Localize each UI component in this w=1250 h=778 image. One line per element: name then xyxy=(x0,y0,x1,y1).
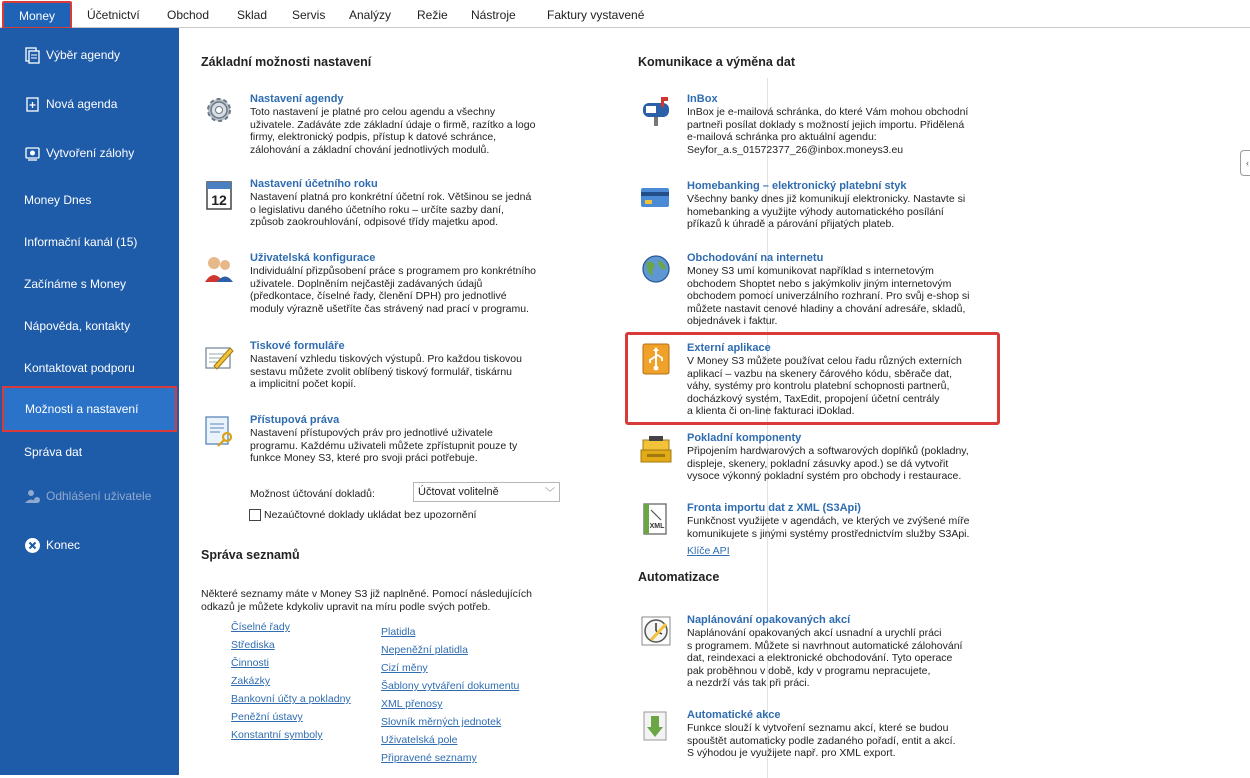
entry-title[interactable]: Fronta importu dat z XML (S3Api) xyxy=(687,502,861,514)
lists-desc: Některé seznamy máte v Money S3 již naplněné. Pomocí následujících odkazů je můžete kdykoliv upravit na míru podle svých potřeb. xyxy=(201,588,532,613)
entry-title[interactable]: Externí aplikace xyxy=(687,342,771,354)
side-panel-tab[interactable]: ‹ xyxy=(1240,150,1250,176)
sidebar-item-nova-agenda[interactable] xyxy=(0,89,179,119)
globe-icon xyxy=(639,252,673,286)
sidebar-item-moznosti-a-nastaveni[interactable]: Možnosti a nastavení xyxy=(2,386,177,432)
unposted-docs-checkbox[interactable] xyxy=(249,509,261,521)
link-penezni-ustavy[interactable]: Peněžní ústavy xyxy=(231,711,303,723)
sidebar-item-zaciname-s-money[interactable]: Začínáme s Money xyxy=(24,277,127,291)
entry-desc: Připojením hardwarových a softwarových doplňků (pokladny, displeje, skenery, pokladní zásuvky apod.) se dá vytvořit vysoce výkonný pokladní systém pro obchody i restaurace. xyxy=(687,445,969,482)
sidebar-item-label: Výběr agendy xyxy=(46,48,121,62)
cash-register-icon xyxy=(639,432,673,466)
link-bankovni-ucty[interactable]: Bankovní účty a pokladny xyxy=(231,693,351,705)
main-content xyxy=(179,28,1250,775)
entry-title[interactable]: Automatické akce xyxy=(687,709,781,721)
link-sablony[interactable]: Šablony vytváření dokumentu xyxy=(381,680,520,692)
menu-ucetnictvi[interactable]: Účetnictví xyxy=(87,8,140,22)
agenda-select-icon xyxy=(24,47,41,64)
calendar-icon xyxy=(202,178,236,212)
menu-bar xyxy=(0,0,1250,28)
accounting-select[interactable] xyxy=(413,482,560,502)
sidebar-item-napoveda-kontakty[interactable]: Nápověda, kontakty xyxy=(24,319,131,333)
entry-title[interactable]: Homebanking – elektronický platební styk xyxy=(687,180,907,192)
entry-desc: Toto nastavení je platné pro celou agendu a všechny uživatele. Zadáváte zde základní údaje o firmě, razítko a logo firmy, elektronický podpis, přístup k datové schránce, zálohování a základní chování jednotlivých modulů. xyxy=(250,106,536,156)
entry-title[interactable]: InBox xyxy=(687,93,718,105)
entry-title[interactable]: Pokladní komponenty xyxy=(687,432,802,444)
link-uzivatelska-pole[interactable]: Uživatelská pole xyxy=(381,734,458,746)
sidebar-item-vytvoreni-zalohy[interactable] xyxy=(0,138,179,168)
checkbox-label: Nezaúčtovné doklady ukládat bez upozornění xyxy=(264,509,477,521)
section-title-automatizace: Automatizace xyxy=(638,570,720,584)
key-document-icon xyxy=(202,414,236,448)
backup-icon xyxy=(24,145,41,162)
menu-rezie[interactable]: Režie xyxy=(417,8,448,22)
entry-desc: Naplánování opakovaných akcí usnadní a urychlí práci s programem. Můžete si navrhnout automatické zálohování dat, reindexaci a elektronické obchodování. Tyto operace pak proběhnou v době, kdy v programu nepracujete, a nezdrží vás tak při práci. xyxy=(687,627,963,689)
sidebar-item-label: Konec xyxy=(46,538,81,552)
sidebar-item-kontaktovat-podporu[interactable]: Kontaktovat podporu xyxy=(24,361,135,375)
download-arrow-icon xyxy=(639,709,673,743)
lists-links-col1 xyxy=(231,618,351,744)
highlight-externi-aplikace xyxy=(625,332,1000,425)
entry-desc: V Money S3 můžete používat celou řadu různých externích aplikací – vazbu na skenery čárového kódu, sběrače dat, váhy, systémy pro kontrolu platební schopnosti partnerů, docházkový systém, TaxEdit, propojení účetní centrály a klienta či on-line fakturaci iDoklad. xyxy=(687,355,962,417)
xml-document-icon xyxy=(639,502,673,536)
section-title-komunikace: Komunikace a výměna dat xyxy=(638,55,796,69)
new-agenda-icon xyxy=(24,96,41,113)
sidebar-item-money-dnes[interactable]: Money Dnes xyxy=(24,193,92,207)
sidebar-item-konec[interactable] xyxy=(0,530,179,560)
entry-title[interactable]: Nastavení agendy xyxy=(250,93,344,105)
menu-sklad[interactable]: Sklad xyxy=(237,8,268,22)
menu-money[interactable]: Money xyxy=(2,1,72,29)
section-title-zakladni: Základní možnosti nastavení xyxy=(201,55,372,69)
accounting-label: Možnost účtování dokladů: xyxy=(250,488,375,500)
svg-text:12: 12 xyxy=(211,192,227,208)
sidebar-item-label: Vytvoření zálohy xyxy=(46,146,135,160)
entry-title[interactable]: Uživatelská konfigurace xyxy=(250,252,376,264)
entry-title[interactable]: Obchodování na internetu xyxy=(687,252,824,264)
close-icon xyxy=(24,537,41,554)
entry-desc: Individuální přizpůsobení práce s programem pro konkrétního uživatele. Doplněním nejčastěji zadávaných údajů (předkontace, číselné řady, členění DPH) pro jednotlivé moduly výrazně ušetříte čas strávený nad prací v programu. xyxy=(250,265,536,315)
menu-servis[interactable]: Servis xyxy=(292,8,326,22)
menu-faktury-vystavene[interactable]: Faktury vystavené xyxy=(547,8,645,22)
gear-icon xyxy=(202,93,236,127)
section-title-sprava-seznamu: Správa seznamů xyxy=(201,548,300,562)
link-strediska[interactable]: Střediska xyxy=(231,639,275,651)
entry-title[interactable]: Nastavení účetního roku xyxy=(250,178,378,190)
menu-nastroje[interactable]: Nástroje xyxy=(471,8,516,22)
users-icon xyxy=(202,252,236,286)
sidebar xyxy=(0,28,179,775)
entry-desc: InBox je e-mailová schránka, do které Vám mohou obchodní partneři posílat doklady s možností jejich importu. Přidělená e-mailová schránka pro aktuální agendu: Seyfor_a.s_01572377_26@inbox.moneys3.eu xyxy=(687,106,969,156)
accounting-select-value: Účtovat volitelně xyxy=(418,486,499,498)
entry-desc: Money S3 umí komunikovat například s internetovým obchodem Shoptet nebo s jakýmkoliv jiným internetovým obchodem pomocí univerzálního rozhraní. Pro svůj e-shop si můžete nastavit cenové hladiny a chování adresáře, skladů, objednávek i faktur. xyxy=(687,265,970,327)
entry-title[interactable]: Naplánování opakovaných akcí xyxy=(687,614,851,626)
link-ciselne-rady[interactable]: Číselné řady xyxy=(231,621,290,633)
chevron-down-icon: ﹀ xyxy=(545,488,555,499)
link-slovnik-jednotek[interactable]: Slovník měrných jednotek xyxy=(381,716,502,728)
entry-desc: Všechny banky dnes již komunikují elektronicky. Nastavte si homebanking a využijte výhody automatického posílání příkazů k úhradě a párování přijatých plateb. xyxy=(687,193,966,230)
sidebar-item-label: Odhlášení uživatele xyxy=(46,489,152,503)
link-cizi-meny[interactable]: Cizí měny xyxy=(381,662,428,674)
link-klice-api[interactable]: Klíče API xyxy=(687,545,730,557)
entry-desc: Nastavení přístupových práv pro jednotlivé uživatele programu. Každému uživateli můžete zpřístupnit pouze ty funkce Money S3, které pro svoji práci potřebuje. xyxy=(250,427,518,464)
lists-links-col2 xyxy=(381,623,519,767)
sidebar-item-informacni-kanal[interactable]: Informační kanál (15) xyxy=(24,235,138,249)
link-pripravene-seznamy[interactable]: Připravené seznamy xyxy=(381,752,477,764)
entry-title[interactable]: Tiskové formuláře xyxy=(250,340,345,352)
sidebar-item-odhlaseni-uzivatele[interactable] xyxy=(0,481,179,511)
link-cinnosti[interactable]: Činnosti xyxy=(231,657,269,669)
link-nepenezni-platidla[interactable]: Nepeněžní platidla xyxy=(381,644,468,656)
entry-desc: Nastavení vzhledu tiskových výstupů. Pro každou tiskovou sestavu můžete zvolit oblíbený tiskový formulář, tiskárnu a implicitní počet kopií. xyxy=(250,353,522,390)
entry-desc: Funkčnost využijete v agendách, ve kterých ve zvýšené míře komunikujete s jinými systémy prostřednictvím služby S3Api. xyxy=(687,515,970,540)
mailbox-icon xyxy=(639,93,673,127)
sidebar-item-sprava-dat[interactable]: Správa dat xyxy=(24,445,83,459)
menu-analyzy[interactable]: Analýzy xyxy=(349,8,392,22)
link-platidla[interactable]: Platidla xyxy=(381,626,416,638)
link-zakazky[interactable]: Zakázky xyxy=(231,675,271,687)
sidebar-item-vyber-agendy[interactable] xyxy=(0,40,179,70)
entry-desc: Funkce slouží k vytvoření seznamu akcí, které se budou spouštět automaticky podle zadaného pořadí, entit a akcí. S výhodou je využijete např. pro XML export. xyxy=(687,722,956,759)
sidebar-item-label: Nová agenda xyxy=(46,97,118,111)
link-konstantni-symboly[interactable]: Konstantní symboly xyxy=(231,729,323,741)
clock-icon xyxy=(639,614,673,648)
form-pencil-icon xyxy=(202,340,236,374)
entry-title[interactable]: Přístupová práva xyxy=(250,414,340,426)
link-xml-prenosy[interactable]: XML přenosy xyxy=(381,698,443,710)
menu-obchod[interactable]: Obchod xyxy=(167,8,210,22)
entry-desc: Nastavení platná pro konkrétní účetní rok. Většinou se jedná o legislativu daného účetního roku – určíte sazby daní, způsob zaokrouhlování, odpisové třídy majetku apod. xyxy=(250,191,532,228)
payment-card-icon xyxy=(639,180,673,214)
user-logout-icon xyxy=(24,488,41,505)
svg-text:XML: XML xyxy=(649,523,665,530)
